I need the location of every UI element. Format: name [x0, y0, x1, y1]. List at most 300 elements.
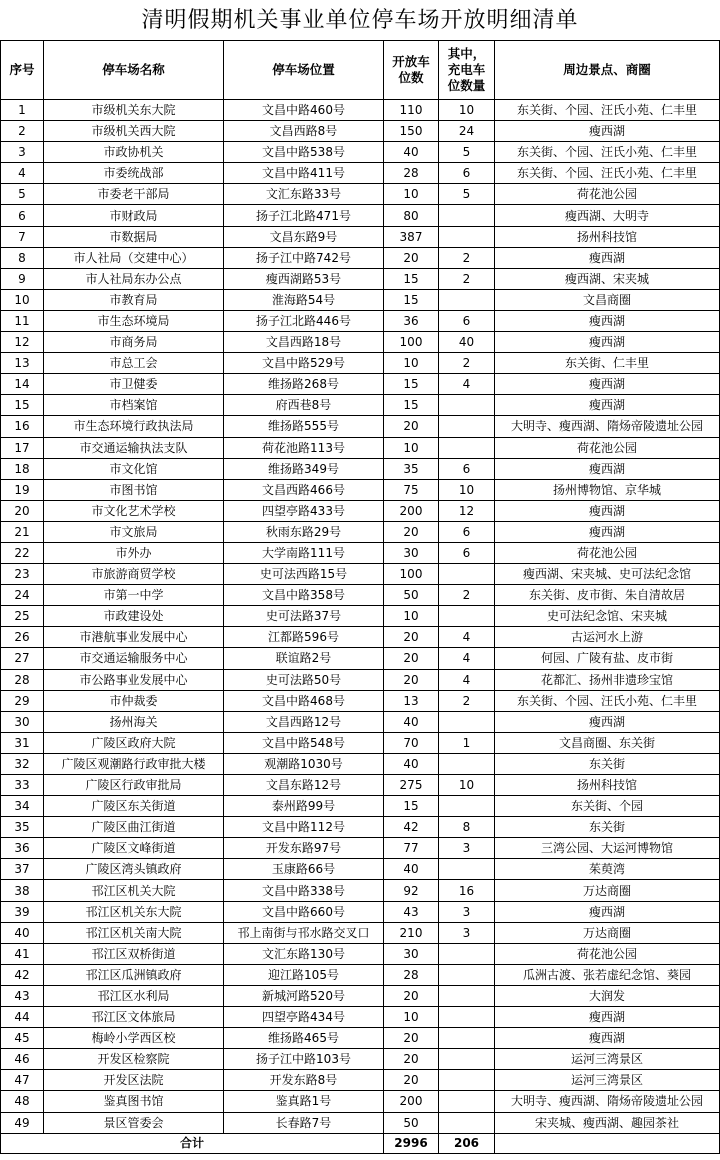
cell-location: 扬子江北路446号: [224, 310, 384, 331]
cell-spaces: 40: [384, 142, 439, 163]
table-row: [1, 205, 720, 226]
table-row: [1, 353, 720, 374]
total-row: [1, 1133, 720, 1153]
cell-nearby: 东关街、个园、汪氏小苑、仁丰里: [495, 690, 720, 711]
cell-spaces: 42: [384, 817, 439, 838]
cell-index: 38: [1, 880, 44, 901]
cell-spaces: 77: [384, 838, 439, 859]
cell-spaces: 275: [384, 775, 439, 796]
cell-charging: 10: [439, 100, 495, 121]
cell-charging: 5: [439, 142, 495, 163]
cell-nearby: 何园、广陵有盐、皮市街: [495, 648, 720, 669]
table-row: [1, 838, 720, 859]
cell-location: 四望亭路433号: [224, 500, 384, 521]
cell-location: 鉴真路1号: [224, 1091, 384, 1112]
cell-nearby: 瘦西湖: [495, 711, 720, 732]
cell-index: 17: [1, 437, 44, 458]
cell-nearby: 荷花池公园: [495, 943, 720, 964]
cell-charging: 4: [439, 669, 495, 690]
cell-spaces: 20: [384, 669, 439, 690]
header-name: 停车场名称: [44, 41, 224, 100]
cell-charging: [439, 437, 495, 458]
cell-spaces: 40: [384, 753, 439, 774]
cell-location: 扬子江中路742号: [224, 247, 384, 268]
cell-name: 市财政局: [44, 205, 224, 226]
cell-location: 史可法西路15号: [224, 564, 384, 585]
cell-charging: 3: [439, 922, 495, 943]
cell-index: 19: [1, 479, 44, 500]
page-title: 清明假期机关事业单位停车场开放明细清单: [141, 8, 579, 33]
table-row: [1, 395, 720, 416]
cell-location: 玉康路66号: [224, 859, 384, 880]
cell-location: 瘦西湖路53号: [224, 268, 384, 289]
cell-location: 开发东路8号: [224, 1070, 384, 1091]
table-row: [1, 247, 720, 268]
cell-spaces: 70: [384, 732, 439, 753]
cell-spaces: 200: [384, 1091, 439, 1112]
cell-spaces: 36: [384, 310, 439, 331]
cell-spaces: 10: [384, 606, 439, 627]
cell-charging: 12: [439, 500, 495, 521]
table-row: [1, 964, 720, 985]
table-row: [1, 521, 720, 542]
table-row: [1, 268, 720, 289]
cell-index: 7: [1, 226, 44, 247]
cell-name: 市数据局: [44, 226, 224, 247]
cell-name: 邗江区机关东大院: [44, 901, 224, 922]
cell-charging: [439, 753, 495, 774]
cell-name: 广陵区湾头镇政府: [44, 859, 224, 880]
cell-name: 邗江区机关大院: [44, 880, 224, 901]
cell-charging: 8: [439, 817, 495, 838]
cell-name: 市级机关东大院: [44, 100, 224, 121]
cell-nearby: 扬州科技馆: [495, 775, 720, 796]
cell-nearby: 瘦西湖: [495, 310, 720, 331]
cell-location: 维扬路349号: [224, 458, 384, 479]
cell-name: 邗江区双桥街道: [44, 943, 224, 964]
cell-nearby: 东关街、个园: [495, 796, 720, 817]
cell-location: 文昌中路548号: [224, 732, 384, 753]
table-row: [1, 627, 720, 648]
cell-index: 47: [1, 1070, 44, 1091]
cell-charging: 6: [439, 458, 495, 479]
cell-location: 文昌东路9号: [224, 226, 384, 247]
cell-location: 文昌西路12号: [224, 711, 384, 732]
cell-spaces: 20: [384, 1070, 439, 1091]
cell-index: 33: [1, 775, 44, 796]
cell-index: 43: [1, 985, 44, 1006]
cell-charging: [439, 859, 495, 880]
cell-nearby: 东关街、个园、汪氏小苑、仁丰里: [495, 142, 720, 163]
cell-charging: [439, 1112, 495, 1133]
cell-nearby: 运河三湾景区: [495, 1070, 720, 1091]
cell-name: 梅岭小学西区校: [44, 1028, 224, 1049]
cell-index: 29: [1, 690, 44, 711]
table-row: [1, 585, 720, 606]
cell-spaces: 15: [384, 374, 439, 395]
cell-nearby: 宋夹城、瘦西湖、趣园茶社: [495, 1112, 720, 1133]
cell-location: 泰州路99号: [224, 796, 384, 817]
cell-nearby: 东关街、个园、汪氏小苑、仁丰里: [495, 100, 720, 121]
cell-charging: [439, 416, 495, 437]
cell-location: 扬子江中路103号: [224, 1049, 384, 1070]
table-row: [1, 753, 720, 774]
cell-spaces: 13: [384, 690, 439, 711]
cell-index: 49: [1, 1112, 44, 1133]
cell-location: 维扬路465号: [224, 1028, 384, 1049]
cell-spaces: 100: [384, 332, 439, 353]
cell-spaces: 20: [384, 247, 439, 268]
cell-index: 20: [1, 500, 44, 521]
cell-index: 5: [1, 184, 44, 205]
cell-name: 市文旅局: [44, 521, 224, 542]
cell-location: 府西巷8号: [224, 395, 384, 416]
cell-name: 邗江区水利局: [44, 985, 224, 1006]
cell-nearby: 文昌商圈、东关街: [495, 732, 720, 753]
cell-nearby: 东关街: [495, 817, 720, 838]
cell-charging: [439, 1028, 495, 1049]
cell-charging: [439, 796, 495, 817]
cell-nearby: 瘦西湖: [495, 1028, 720, 1049]
cell-location: 文汇东路33号: [224, 184, 384, 205]
cell-spaces: 110: [384, 100, 439, 121]
table-row: [1, 606, 720, 627]
cell-charging: 6: [439, 163, 495, 184]
cell-charging: 4: [439, 627, 495, 648]
cell-name: 广陵区行政审批局: [44, 775, 224, 796]
table-row: [1, 163, 720, 184]
table-row: [1, 880, 720, 901]
cell-nearby: 瘦西湖: [495, 1007, 720, 1028]
cell-nearby: 东关街、皮市街、朱自清故居: [495, 585, 720, 606]
cell-index: 28: [1, 669, 44, 690]
cell-nearby: 大明寺、瘦西湖、隋炀帝陵遗址公园: [495, 1091, 720, 1112]
cell-charging: 2: [439, 353, 495, 374]
total-label: 合计: [1, 1133, 384, 1153]
cell-index: 1: [1, 100, 44, 121]
cell-name: 开发区法院: [44, 1070, 224, 1091]
cell-location: 迎江路105号: [224, 964, 384, 985]
cell-spaces: 10: [384, 1007, 439, 1028]
cell-name: 邗江区文体旅局: [44, 1007, 224, 1028]
total-spaces: 2996: [384, 1133, 439, 1153]
cell-nearby: 扬州博物馆、京华城: [495, 479, 720, 500]
cell-location: 文昌西路8号: [224, 121, 384, 142]
cell-spaces: 15: [384, 796, 439, 817]
cell-name: 市公路事业发展中心: [44, 669, 224, 690]
cell-charging: 5: [439, 184, 495, 205]
cell-location: 维扬路268号: [224, 374, 384, 395]
cell-index: 25: [1, 606, 44, 627]
cell-name: 市政协机关: [44, 142, 224, 163]
cell-charging: 1: [439, 732, 495, 753]
table-row: [1, 437, 720, 458]
cell-index: 14: [1, 374, 44, 395]
cell-nearby: 瘦西湖: [495, 247, 720, 268]
cell-location: 文昌西路466号: [224, 479, 384, 500]
cell-name: 市生态环境局: [44, 310, 224, 331]
cell-charging: 6: [439, 310, 495, 331]
cell-index: 16: [1, 416, 44, 437]
total-empty: [495, 1133, 720, 1153]
cell-name: 市图书馆: [44, 479, 224, 500]
cell-spaces: 50: [384, 1112, 439, 1133]
cell-name: 广陵区文峰街道: [44, 838, 224, 859]
header-nearby: 周边景点、商圈: [495, 41, 720, 100]
cell-index: 11: [1, 310, 44, 331]
cell-name: 市级机关西大院: [44, 121, 224, 142]
cell-name: 市仲裁委: [44, 690, 224, 711]
cell-charging: 10: [439, 479, 495, 500]
cell-name: 景区管委会: [44, 1112, 224, 1133]
table-row: [1, 1112, 720, 1133]
cell-spaces: 30: [384, 542, 439, 563]
table-header-row: [1, 41, 720, 100]
cell-location: 扬子江北路471号: [224, 205, 384, 226]
cell-spaces: 43: [384, 901, 439, 922]
cell-nearby: 大润发: [495, 985, 720, 1006]
cell-nearby: 三湾公园、大运河博物馆: [495, 838, 720, 859]
cell-nearby: 瓜洲古渡、张若虚纪念馆、葵园: [495, 964, 720, 985]
table-row: [1, 226, 720, 247]
cell-spaces: 200: [384, 500, 439, 521]
cell-index: 31: [1, 732, 44, 753]
table-row: [1, 985, 720, 1006]
cell-name: 邗江区瓜洲镇政府: [44, 964, 224, 985]
cell-spaces: 15: [384, 289, 439, 310]
cell-charging: [439, 1091, 495, 1112]
table-row: [1, 416, 720, 437]
header-location: 停车场位置: [224, 41, 384, 100]
cell-name: 市人社局东办公点: [44, 268, 224, 289]
table-row: [1, 1028, 720, 1049]
cell-name: 市人社局（交建中心）: [44, 247, 224, 268]
cell-charging: [439, 205, 495, 226]
cell-location: 文昌中路358号: [224, 585, 384, 606]
cell-index: 39: [1, 901, 44, 922]
cell-spaces: 80: [384, 205, 439, 226]
table-row: [1, 184, 720, 205]
cell-location: 新城河路520号: [224, 985, 384, 1006]
header-spaces: 开放车位数: [384, 41, 439, 100]
cell-index: 15: [1, 395, 44, 416]
cell-charging: 3: [439, 901, 495, 922]
cell-nearby: 瘦西湖: [495, 374, 720, 395]
cell-charging: 10: [439, 775, 495, 796]
cell-location: 史可法路37号: [224, 606, 384, 627]
cell-location: 四望亭路434号: [224, 1007, 384, 1028]
cell-spaces: 40: [384, 859, 439, 880]
cell-location: 联谊路2号: [224, 648, 384, 669]
cell-index: 26: [1, 627, 44, 648]
cell-location: 开发东路97号: [224, 838, 384, 859]
cell-index: 40: [1, 922, 44, 943]
cell-index: 32: [1, 753, 44, 774]
cell-spaces: 15: [384, 395, 439, 416]
cell-spaces: 20: [384, 1028, 439, 1049]
cell-spaces: 15: [384, 268, 439, 289]
cell-nearby: 东关街、仁丰里: [495, 353, 720, 374]
cell-name: 市交通运输执法支队: [44, 437, 224, 458]
table-row: [1, 732, 720, 753]
cell-spaces: 20: [384, 1049, 439, 1070]
cell-charging: 3: [439, 838, 495, 859]
cell-index: 42: [1, 964, 44, 985]
cell-charging: [439, 289, 495, 310]
cell-name: 广陵区观潮路行政审批大楼: [44, 753, 224, 774]
cell-charging: 40: [439, 332, 495, 353]
cell-charging: [439, 985, 495, 1006]
cell-nearby: 瘦西湖、宋夹城、史可法纪念馆: [495, 564, 720, 585]
cell-charging: [439, 1049, 495, 1070]
table-row: [1, 289, 720, 310]
cell-name: 市旅游商贸学校: [44, 564, 224, 585]
cell-name: 鉴真图书馆: [44, 1091, 224, 1112]
cell-spaces: 20: [384, 985, 439, 1006]
table-row: [1, 943, 720, 964]
cell-nearby: 茱萸湾: [495, 859, 720, 880]
cell-location: 维扬路555号: [224, 416, 384, 437]
cell-nearby: 瘦西湖: [495, 332, 720, 353]
cell-charging: [439, 606, 495, 627]
cell-spaces: 50: [384, 585, 439, 606]
cell-name: 邗江区机关南大院: [44, 922, 224, 943]
cell-charging: 2: [439, 690, 495, 711]
cell-location: 文昌中路538号: [224, 142, 384, 163]
cell-spaces: 35: [384, 458, 439, 479]
cell-index: 48: [1, 1091, 44, 1112]
cell-nearby: 花都汇、扬州非遗珍宝馆: [495, 669, 720, 690]
cell-nearby: 荷花池公园: [495, 184, 720, 205]
table-row: [1, 648, 720, 669]
table-row: [1, 669, 720, 690]
cell-name: 市交通运输服务中心: [44, 648, 224, 669]
cell-index: 6: [1, 205, 44, 226]
cell-name: 市总工会: [44, 353, 224, 374]
cell-location: 文昌中路338号: [224, 880, 384, 901]
cell-name: 市档案馆: [44, 395, 224, 416]
cell-charging: [439, 964, 495, 985]
table-row: [1, 458, 720, 479]
cell-charging: [439, 1070, 495, 1091]
cell-nearby: 万达商圈: [495, 880, 720, 901]
cell-location: 文昌中路112号: [224, 817, 384, 838]
cell-nearby: 大明寺、瘦西湖、隋炀帝陵遗址公园: [495, 416, 720, 437]
cell-index: 3: [1, 142, 44, 163]
cell-nearby: 瘦西湖: [495, 901, 720, 922]
cell-name: 市港航事业发展中心: [44, 627, 224, 648]
cell-index: 22: [1, 542, 44, 563]
table-row: [1, 711, 720, 732]
parking-table: [0, 40, 720, 1154]
total-charging: 206: [439, 1133, 495, 1153]
cell-name: 广陵区政府大院: [44, 732, 224, 753]
cell-location: 邗上南街与邗水路交叉口: [224, 922, 384, 943]
table-row: [1, 310, 720, 331]
cell-spaces: 20: [384, 648, 439, 669]
cell-spaces: 20: [384, 416, 439, 437]
cell-nearby: 瘦西湖: [495, 500, 720, 521]
cell-charging: [439, 943, 495, 964]
cell-index: 35: [1, 817, 44, 838]
cell-location: 淮海路54号: [224, 289, 384, 310]
cell-index: 10: [1, 289, 44, 310]
cell-spaces: 210: [384, 922, 439, 943]
cell-nearby: 瘦西湖: [495, 521, 720, 542]
table-row: [1, 1049, 720, 1070]
cell-name: 市生态环境行政执法局: [44, 416, 224, 437]
cell-charging: [439, 564, 495, 585]
table-row: [1, 1091, 720, 1112]
table-row: [1, 121, 720, 142]
cell-nearby: 古运河水上游: [495, 627, 720, 648]
cell-index: 12: [1, 332, 44, 353]
cell-location: 秋雨东路29号: [224, 521, 384, 542]
cell-spaces: 150: [384, 121, 439, 142]
cell-name: 市教育局: [44, 289, 224, 310]
cell-spaces: 75: [384, 479, 439, 500]
table-row: [1, 542, 720, 563]
cell-index: 45: [1, 1028, 44, 1049]
cell-index: 37: [1, 859, 44, 880]
table-row: [1, 100, 720, 121]
cell-name: 开发区检察院: [44, 1049, 224, 1070]
cell-index: 18: [1, 458, 44, 479]
cell-nearby: 瘦西湖、宋夹城: [495, 268, 720, 289]
cell-spaces: 10: [384, 437, 439, 458]
header-index: 序号: [1, 41, 44, 100]
table-row: [1, 1007, 720, 1028]
cell-location: 荷花池路113号: [224, 437, 384, 458]
cell-nearby: 瘦西湖: [495, 121, 720, 142]
cell-index: 21: [1, 521, 44, 542]
cell-location: 文昌东路12号: [224, 775, 384, 796]
table-row: [1, 775, 720, 796]
cell-spaces: 28: [384, 964, 439, 985]
cell-spaces: 387: [384, 226, 439, 247]
cell-location: 文昌中路468号: [224, 690, 384, 711]
cell-index: 2: [1, 121, 44, 142]
cell-spaces: 20: [384, 627, 439, 648]
cell-charging: [439, 1007, 495, 1028]
cell-nearby: 运河三湾景区: [495, 1049, 720, 1070]
table-row: [1, 796, 720, 817]
cell-spaces: 100: [384, 564, 439, 585]
cell-location: 文汇东路130号: [224, 943, 384, 964]
cell-charging: 6: [439, 521, 495, 542]
cell-name: 扬州海关: [44, 711, 224, 732]
cell-nearby: 荷花池公园: [495, 542, 720, 563]
table-row: [1, 1070, 720, 1091]
cell-location: 文昌中路411号: [224, 163, 384, 184]
cell-nearby: 瘦西湖、大明寺: [495, 205, 720, 226]
cell-index: 30: [1, 711, 44, 732]
cell-charging: 6: [439, 542, 495, 563]
cell-nearby: 瘦西湖: [495, 458, 720, 479]
cell-name: 市卫健委: [44, 374, 224, 395]
cell-name: 市文化艺术学校: [44, 500, 224, 521]
cell-charging: 2: [439, 247, 495, 268]
cell-nearby: 瘦西湖: [495, 395, 720, 416]
cell-charging: 2: [439, 585, 495, 606]
cell-nearby: 荷花池公园: [495, 437, 720, 458]
cell-nearby: 史可法纪念馆、宋夹城: [495, 606, 720, 627]
cell-name: 市文化馆: [44, 458, 224, 479]
table-row: [1, 500, 720, 521]
table-row: [1, 564, 720, 585]
cell-name: 市商务局: [44, 332, 224, 353]
table-row: [1, 817, 720, 838]
